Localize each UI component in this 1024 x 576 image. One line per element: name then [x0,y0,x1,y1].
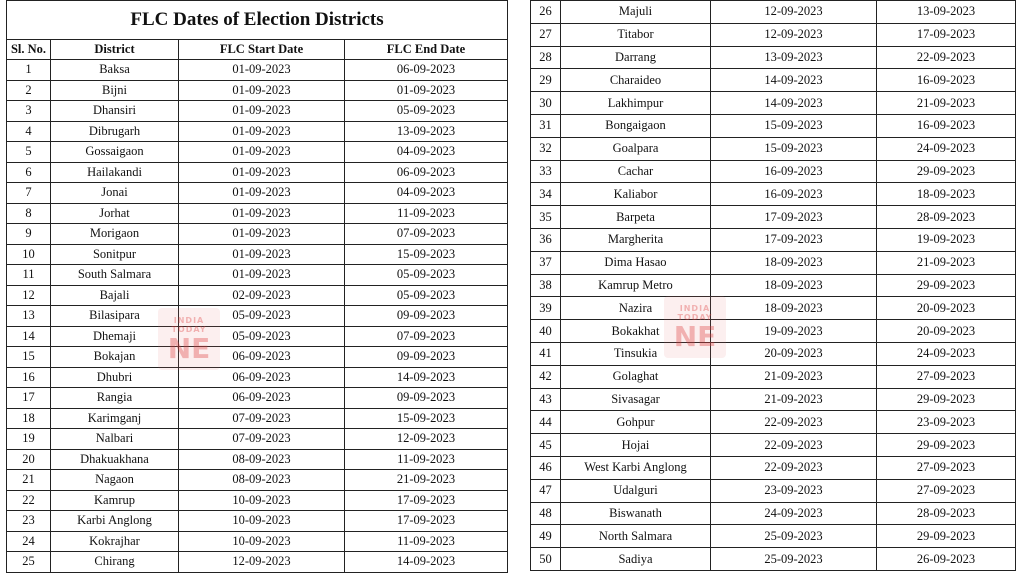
cell-flc-start: 06-09-2023 [179,347,345,368]
cell-flc-end: 09-09-2023 [345,347,508,368]
cell-sl-no: 24 [7,531,51,552]
table-title: FLC Dates of Election Districts [6,0,508,39]
table-row [531,388,1016,411]
cell-sl-no: 21 [7,470,51,491]
cell-flc-end: 05-09-2023 [345,101,508,122]
cell-district: Sadiya [561,548,711,571]
cell-district: Bokakhat [561,320,711,343]
cell-flc-end: 04-09-2023 [345,183,508,204]
cell-district: Jorhat [51,203,179,224]
cell-sl-no: 9 [7,224,51,245]
cell-flc-start: 01-09-2023 [179,142,345,163]
table-row [7,244,508,265]
cell-district: Sonitpur [51,244,179,265]
cell-flc-end: 12-09-2023 [345,429,508,450]
cell-flc-start: 16-09-2023 [711,183,877,206]
cell-flc-end: 28-09-2023 [877,502,1016,525]
cell-sl-no: 18 [7,408,51,429]
cell-district: Darrang [561,46,711,69]
cell-flc-start: 01-09-2023 [179,203,345,224]
cell-flc-end: 13-09-2023 [345,121,508,142]
cell-flc-end: 20-09-2023 [877,320,1016,343]
cell-flc-start: 15-09-2023 [711,114,877,137]
cell-district: Golaghat [561,365,711,388]
cell-flc-start: 10-09-2023 [179,531,345,552]
cell-flc-end: 29-09-2023 [877,160,1016,183]
cell-sl-no: 15 [7,347,51,368]
cell-flc-end: 17-09-2023 [345,490,508,511]
table-row [531,525,1016,548]
cell-flc-start: 08-09-2023 [179,470,345,491]
cell-sl-no: 50 [531,548,561,571]
table-row [7,285,508,306]
table-row [7,162,508,183]
table-row [531,434,1016,457]
cell-flc-start: 18-09-2023 [711,274,877,297]
right-table-panel [530,0,1016,572]
table-row [531,365,1016,388]
header-row [7,40,508,60]
cell-district: Kamrup Metro [561,274,711,297]
cell-district: Karbi Anglong [51,511,179,532]
cell-sl-no: 45 [531,434,561,457]
cell-flc-end: 05-09-2023 [345,285,508,306]
cell-flc-start: 22-09-2023 [711,411,877,434]
cell-sl-no: 12 [7,285,51,306]
cell-district: Bijni [51,80,179,101]
left-table-panel [6,0,508,572]
cell-flc-end: 13-09-2023 [877,1,1016,24]
cell-sl-no: 39 [531,297,561,320]
cell-flc-start: 23-09-2023 [711,479,877,502]
cell-sl-no: 8 [7,203,51,224]
cell-flc-end: 06-09-2023 [345,60,508,81]
cell-flc-end: 23-09-2023 [877,411,1016,434]
cell-district: Rangia [51,388,179,409]
table-row [7,183,508,204]
cell-flc-start: 07-09-2023 [179,429,345,450]
table-row [531,46,1016,69]
cell-district: Udalguri [561,479,711,502]
cell-flc-end: 29-09-2023 [877,388,1016,411]
cell-sl-no: 20 [7,449,51,470]
left-table [6,39,508,573]
cell-district: Goalpara [561,137,711,160]
cell-sl-no: 40 [531,320,561,343]
table-row [7,265,508,286]
cell-sl-no: 42 [531,365,561,388]
table-row [531,160,1016,183]
cell-district: Baksa [51,60,179,81]
right-table [530,0,1016,571]
cell-sl-no: 48 [531,502,561,525]
table-row [531,23,1016,46]
cell-district: Majuli [561,1,711,24]
cell-flc-start: 12-09-2023 [179,552,345,573]
cell-flc-start: 01-09-2023 [179,80,345,101]
cell-sl-no: 28 [531,46,561,69]
cell-flc-start: 12-09-2023 [711,1,877,24]
cell-flc-start: 21-09-2023 [711,365,877,388]
table-row [7,203,508,224]
cell-flc-end: 15-09-2023 [345,244,508,265]
cell-district: Bilasipara [51,306,179,327]
table-row [7,367,508,388]
table-row [7,306,508,327]
cell-flc-end: 16-09-2023 [877,114,1016,137]
cell-district: Hojai [561,434,711,457]
cell-district: Jonai [51,183,179,204]
cell-flc-end: 29-09-2023 [877,274,1016,297]
cell-sl-no: 43 [531,388,561,411]
table-row [7,511,508,532]
cell-flc-end: 20-09-2023 [877,297,1016,320]
cell-sl-no: 16 [7,367,51,388]
cell-flc-start: 25-09-2023 [711,548,877,571]
cell-sl-no: 27 [531,23,561,46]
cell-flc-start: 01-09-2023 [179,183,345,204]
cell-sl-no: 19 [7,429,51,450]
cell-sl-no: 35 [531,206,561,229]
cell-flc-end: 21-09-2023 [877,92,1016,115]
table-row [7,121,508,142]
cell-district: Kokrajhar [51,531,179,552]
cell-district: Nagaon [51,470,179,491]
cell-flc-end: 04-09-2023 [345,142,508,163]
table-row [531,1,1016,24]
cell-flc-start: 17-09-2023 [711,206,877,229]
cell-sl-no: 32 [531,137,561,160]
cell-district: Charaideo [561,69,711,92]
cell-district: Bongaigaon [561,114,711,137]
table-row [531,548,1016,571]
cell-sl-no: 17 [7,388,51,409]
cell-sl-no: 47 [531,479,561,502]
cell-flc-end: 26-09-2023 [877,548,1016,571]
table-row [7,408,508,429]
table-row [7,449,508,470]
table-row [7,142,508,163]
cell-flc-end: 19-09-2023 [877,228,1016,251]
cell-flc-start: 01-09-2023 [179,101,345,122]
cell-district: Gossaigaon [51,142,179,163]
cell-sl-no: 14 [7,326,51,347]
cell-flc-start: 02-09-2023 [179,285,345,306]
table-row [531,342,1016,365]
cell-flc-start: 13-09-2023 [711,46,877,69]
table-row [531,183,1016,206]
cell-sl-no: 29 [531,69,561,92]
cell-flc-end: 17-09-2023 [345,511,508,532]
cell-flc-end: 28-09-2023 [877,206,1016,229]
cell-district: Biswanath [561,502,711,525]
table-row [7,531,508,552]
cell-sl-no: 11 [7,265,51,286]
watermark-logo-left: INDIA TODAY NE [158,308,220,370]
cell-sl-no: 31 [531,114,561,137]
cell-district: Tinsukia [561,342,711,365]
table-row [7,470,508,491]
cell-flc-start: 05-09-2023 [179,306,345,327]
table-row [7,347,508,368]
cell-sl-no: 30 [531,92,561,115]
cell-flc-end: 07-09-2023 [345,326,508,347]
cell-district: Kaliabor [561,183,711,206]
cell-district: Chirang [51,552,179,573]
cell-sl-no: 38 [531,274,561,297]
cell-flc-start: 16-09-2023 [711,160,877,183]
cell-flc-start: 01-09-2023 [179,265,345,286]
table-row [531,206,1016,229]
cell-district: Dhubri [51,367,179,388]
cell-flc-start: 18-09-2023 [711,297,877,320]
table-row [531,114,1016,137]
cell-flc-end: 29-09-2023 [877,434,1016,457]
cell-district: North Salmara [561,525,711,548]
cell-sl-no: 26 [531,1,561,24]
cell-sl-no: 22 [7,490,51,511]
cell-flc-start: 19-09-2023 [711,320,877,343]
cell-flc-end: 29-09-2023 [877,525,1016,548]
cell-flc-end: 11-09-2023 [345,531,508,552]
cell-district: West Karbi Anglong [561,456,711,479]
cell-flc-start: 10-09-2023 [179,490,345,511]
cell-sl-no: 49 [531,525,561,548]
cell-flc-start: 01-09-2023 [179,244,345,265]
cell-flc-start: 10-09-2023 [179,511,345,532]
cell-flc-end: 27-09-2023 [877,456,1016,479]
cell-flc-end: 17-09-2023 [877,23,1016,46]
cell-flc-end: 15-09-2023 [345,408,508,429]
cell-flc-start: 01-09-2023 [179,162,345,183]
cell-flc-start: 24-09-2023 [711,502,877,525]
cell-district: Nalbari [51,429,179,450]
cell-sl-no: 37 [531,251,561,274]
cell-sl-no: 13 [7,306,51,327]
cell-district: Kamrup [51,490,179,511]
cell-flc-end: 09-09-2023 [345,388,508,409]
cell-flc-end: 14-09-2023 [345,367,508,388]
cell-flc-start: 15-09-2023 [711,137,877,160]
table-row [531,274,1016,297]
cell-flc-start: 01-09-2023 [179,224,345,245]
cell-flc-end: 24-09-2023 [877,137,1016,160]
header-district: District [51,40,179,60]
cell-flc-end: 01-09-2023 [345,80,508,101]
cell-sl-no: 5 [7,142,51,163]
cell-sl-no: 34 [531,183,561,206]
table-row [7,101,508,122]
cell-flc-start: 20-09-2023 [711,342,877,365]
cell-district: Lakhimpur [561,92,711,115]
table-row [531,251,1016,274]
cell-flc-start: 22-09-2023 [711,456,877,479]
header-flc-start: FLC Start Date [179,40,345,60]
cell-district: Nazira [561,297,711,320]
cell-sl-no: 46 [531,456,561,479]
cell-flc-end: 27-09-2023 [877,479,1016,502]
cell-flc-end: 27-09-2023 [877,365,1016,388]
table-row [531,69,1016,92]
cell-flc-start: 06-09-2023 [179,388,345,409]
table-row [531,92,1016,115]
cell-sl-no: 25 [7,552,51,573]
cell-district: Hailakandi [51,162,179,183]
cell-sl-no: 41 [531,342,561,365]
cell-flc-start: 14-09-2023 [711,92,877,115]
cell-flc-end: 16-09-2023 [877,69,1016,92]
cell-district: South Salmara [51,265,179,286]
cell-district: Bokajan [51,347,179,368]
cell-sl-no: 33 [531,160,561,183]
cell-flc-end: 18-09-2023 [877,183,1016,206]
table-row [7,326,508,347]
cell-sl-no: 10 [7,244,51,265]
header-flc-end: FLC End Date [345,40,508,60]
cell-flc-start: 12-09-2023 [711,23,877,46]
cell-flc-end: 21-09-2023 [877,251,1016,274]
cell-flc-start: 21-09-2023 [711,388,877,411]
table-row [531,297,1016,320]
cell-flc-end: 07-09-2023 [345,224,508,245]
cell-flc-start: 05-09-2023 [179,326,345,347]
cell-district: Bajali [51,285,179,306]
cell-district: Dhemaji [51,326,179,347]
cell-sl-no: 4 [7,121,51,142]
cell-flc-end: 06-09-2023 [345,162,508,183]
table-row [531,411,1016,434]
table-row [531,502,1016,525]
table-row [531,479,1016,502]
table-row [531,456,1016,479]
cell-sl-no: 6 [7,162,51,183]
cell-sl-no: 3 [7,101,51,122]
cell-flc-start: 06-09-2023 [179,367,345,388]
table-row [7,224,508,245]
cell-district: Karimganj [51,408,179,429]
cell-sl-no: 7 [7,183,51,204]
cell-district: Barpeta [561,206,711,229]
cell-flc-start: 01-09-2023 [179,60,345,81]
table-row [7,429,508,450]
table-row [7,552,508,573]
cell-flc-start: 08-09-2023 [179,449,345,470]
cell-district: Cachar [561,160,711,183]
cell-district: Dhakuakhana [51,449,179,470]
table-row [531,320,1016,343]
header-sl-no: Sl. No. [7,40,51,60]
cell-flc-end: 21-09-2023 [345,470,508,491]
table-row [531,228,1016,251]
cell-district: Titabor [561,23,711,46]
cell-district: Margherita [561,228,711,251]
cell-sl-no: 23 [7,511,51,532]
table-row [7,60,508,81]
cell-district: Dibrugarh [51,121,179,142]
cell-flc-start: 14-09-2023 [711,69,877,92]
cell-sl-no: 1 [7,60,51,81]
cell-flc-end: 11-09-2023 [345,449,508,470]
table-row [531,137,1016,160]
cell-flc-end: 14-09-2023 [345,552,508,573]
cell-flc-end: 24-09-2023 [877,342,1016,365]
cell-district: Gohpur [561,411,711,434]
cell-flc-start: 17-09-2023 [711,228,877,251]
watermark-logo-right: INDIA TODAY NE [664,296,726,358]
cell-district: Dima Hasao [561,251,711,274]
cell-flc-start: 01-09-2023 [179,121,345,142]
cell-district: Dhansiri [51,101,179,122]
cell-flc-end: 05-09-2023 [345,265,508,286]
cell-sl-no: 44 [531,411,561,434]
cell-sl-no: 2 [7,80,51,101]
cell-flc-start: 18-09-2023 [711,251,877,274]
cell-flc-start: 07-09-2023 [179,408,345,429]
cell-flc-start: 25-09-2023 [711,525,877,548]
cell-flc-end: 22-09-2023 [877,46,1016,69]
cell-flc-end: 11-09-2023 [345,203,508,224]
cell-flc-end: 09-09-2023 [345,306,508,327]
cell-district: Sivasagar [561,388,711,411]
cell-district: Morigaon [51,224,179,245]
cell-sl-no: 36 [531,228,561,251]
table-row [7,490,508,511]
table-row [7,80,508,101]
cell-flc-start: 22-09-2023 [711,434,877,457]
table-row [7,388,508,409]
